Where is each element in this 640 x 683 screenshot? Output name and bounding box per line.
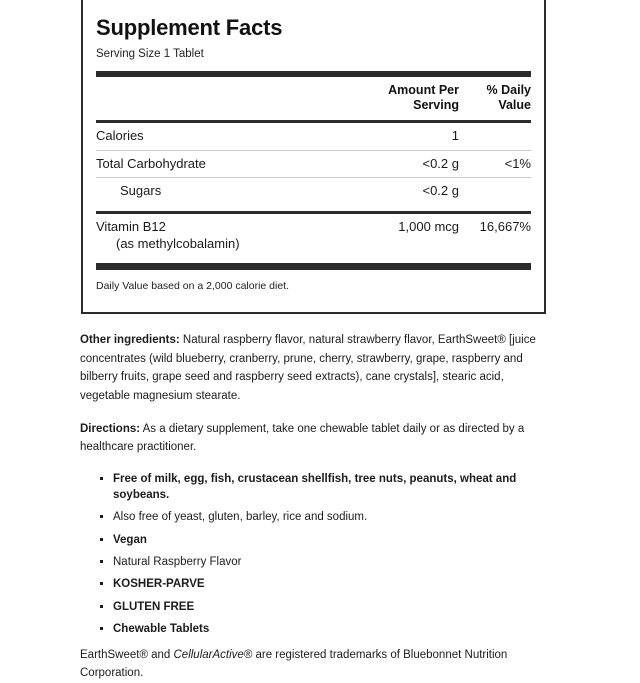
column-header-dv-line2: Value <box>498 98 531 113</box>
claim-text: Chewable Tablets <box>113 623 210 636</box>
claim-text: Natural Raspberry Flavor <box>113 556 242 569</box>
daily-value-footnote: Daily Value based on a 2,000 calorie diet. <box>96 280 290 293</box>
list-item <box>100 532 548 548</box>
other-ingredients-label: Other ingredients: <box>80 334 180 346</box>
nutrient-amount: 1,000 mcg <box>398 219 459 235</box>
nutrient-name: Vitamin B12 <box>96 219 166 235</box>
directions-paragraph <box>80 420 548 457</box>
column-header-amount-line2: Serving <box>413 98 459 113</box>
trademark-part1: EarthSweet® and <box>80 649 174 662</box>
column-header-dv-line1: % Daily <box>486 83 531 98</box>
nutrient-name: Sugars <box>120 183 162 199</box>
nutrient-name-block <box>96 219 341 253</box>
list-item <box>100 509 548 525</box>
column-header-amount-line1: Amount Per <box>388 83 459 98</box>
claim-text: Also free of yeast, gluten, barley, rice and sodium. <box>113 511 368 524</box>
supplement-facts-panel <box>81 0 546 314</box>
claim-text: GLUTEN FREE <box>113 600 195 613</box>
claim-text: Vegan <box>113 533 147 546</box>
table-header-row <box>96 77 531 120</box>
list-item <box>100 554 548 570</box>
column-header-amount-per-serving <box>341 83 459 114</box>
table-row <box>96 151 531 178</box>
serving-size: Serving Size 1 Tablet <box>96 48 204 61</box>
nutrient-daily-value: 16,667% <box>479 219 531 235</box>
nutrient-name: Calories <box>96 127 144 143</box>
other-ingredients-text: Natural raspberry flavor, natural strawberry flavor, EarthSweet® [juice concentrates (wild blueberry, cranberry, prune, cherry, strawberry, grape, raspberry and bilberry fruits, grape seed and raspberry seed extracts), cane crystals], stearic acid, vegetable magnesium stearate. <box>80 334 536 402</box>
list-item <box>100 471 548 504</box>
table-row <box>96 214 531 258</box>
nutrient-name: Total Carbohydrate <box>96 155 206 171</box>
nutrient-amount: <0.2 g <box>422 183 459 199</box>
table-row <box>96 123 531 150</box>
nutrient-source: (as methylcobalamin) <box>116 236 240 252</box>
trademark-italic-mark: CellularActive® <box>173 649 253 662</box>
other-ingredients-paragraph <box>80 331 548 406</box>
rule-below-table <box>96 263 531 270</box>
directions-label: Directions: <box>80 422 141 435</box>
claims-list <box>80 471 548 638</box>
claim-text: KOSHER-PARVE <box>113 578 205 591</box>
trademark-part2: are registered trademarks of Bluebonnet Nutrition Corporation. <box>80 649 508 680</box>
list-item <box>100 599 548 615</box>
nutrient-amount: <0.2 g <box>422 155 459 171</box>
table-row <box>96 178 531 205</box>
nutrient-daily-value: <1% <box>504 155 531 171</box>
claim-text: Free of milk, egg, fish, crustacean shellfish, tree nuts, peanuts, wheat and soybeans. <box>113 472 517 502</box>
trademark-notice <box>80 647 548 683</box>
nutrient-amount: 1 <box>451 127 459 143</box>
body-copy <box>80 331 548 683</box>
panel-title: Supplement Facts <box>96 15 283 40</box>
list-item <box>100 576 548 592</box>
directions-text: As a dietary supplement, take one chewable tablet daily or as directed by a healthcare practitioner. <box>80 422 525 454</box>
list-item <box>100 621 548 637</box>
column-header-daily-value <box>459 83 531 114</box>
